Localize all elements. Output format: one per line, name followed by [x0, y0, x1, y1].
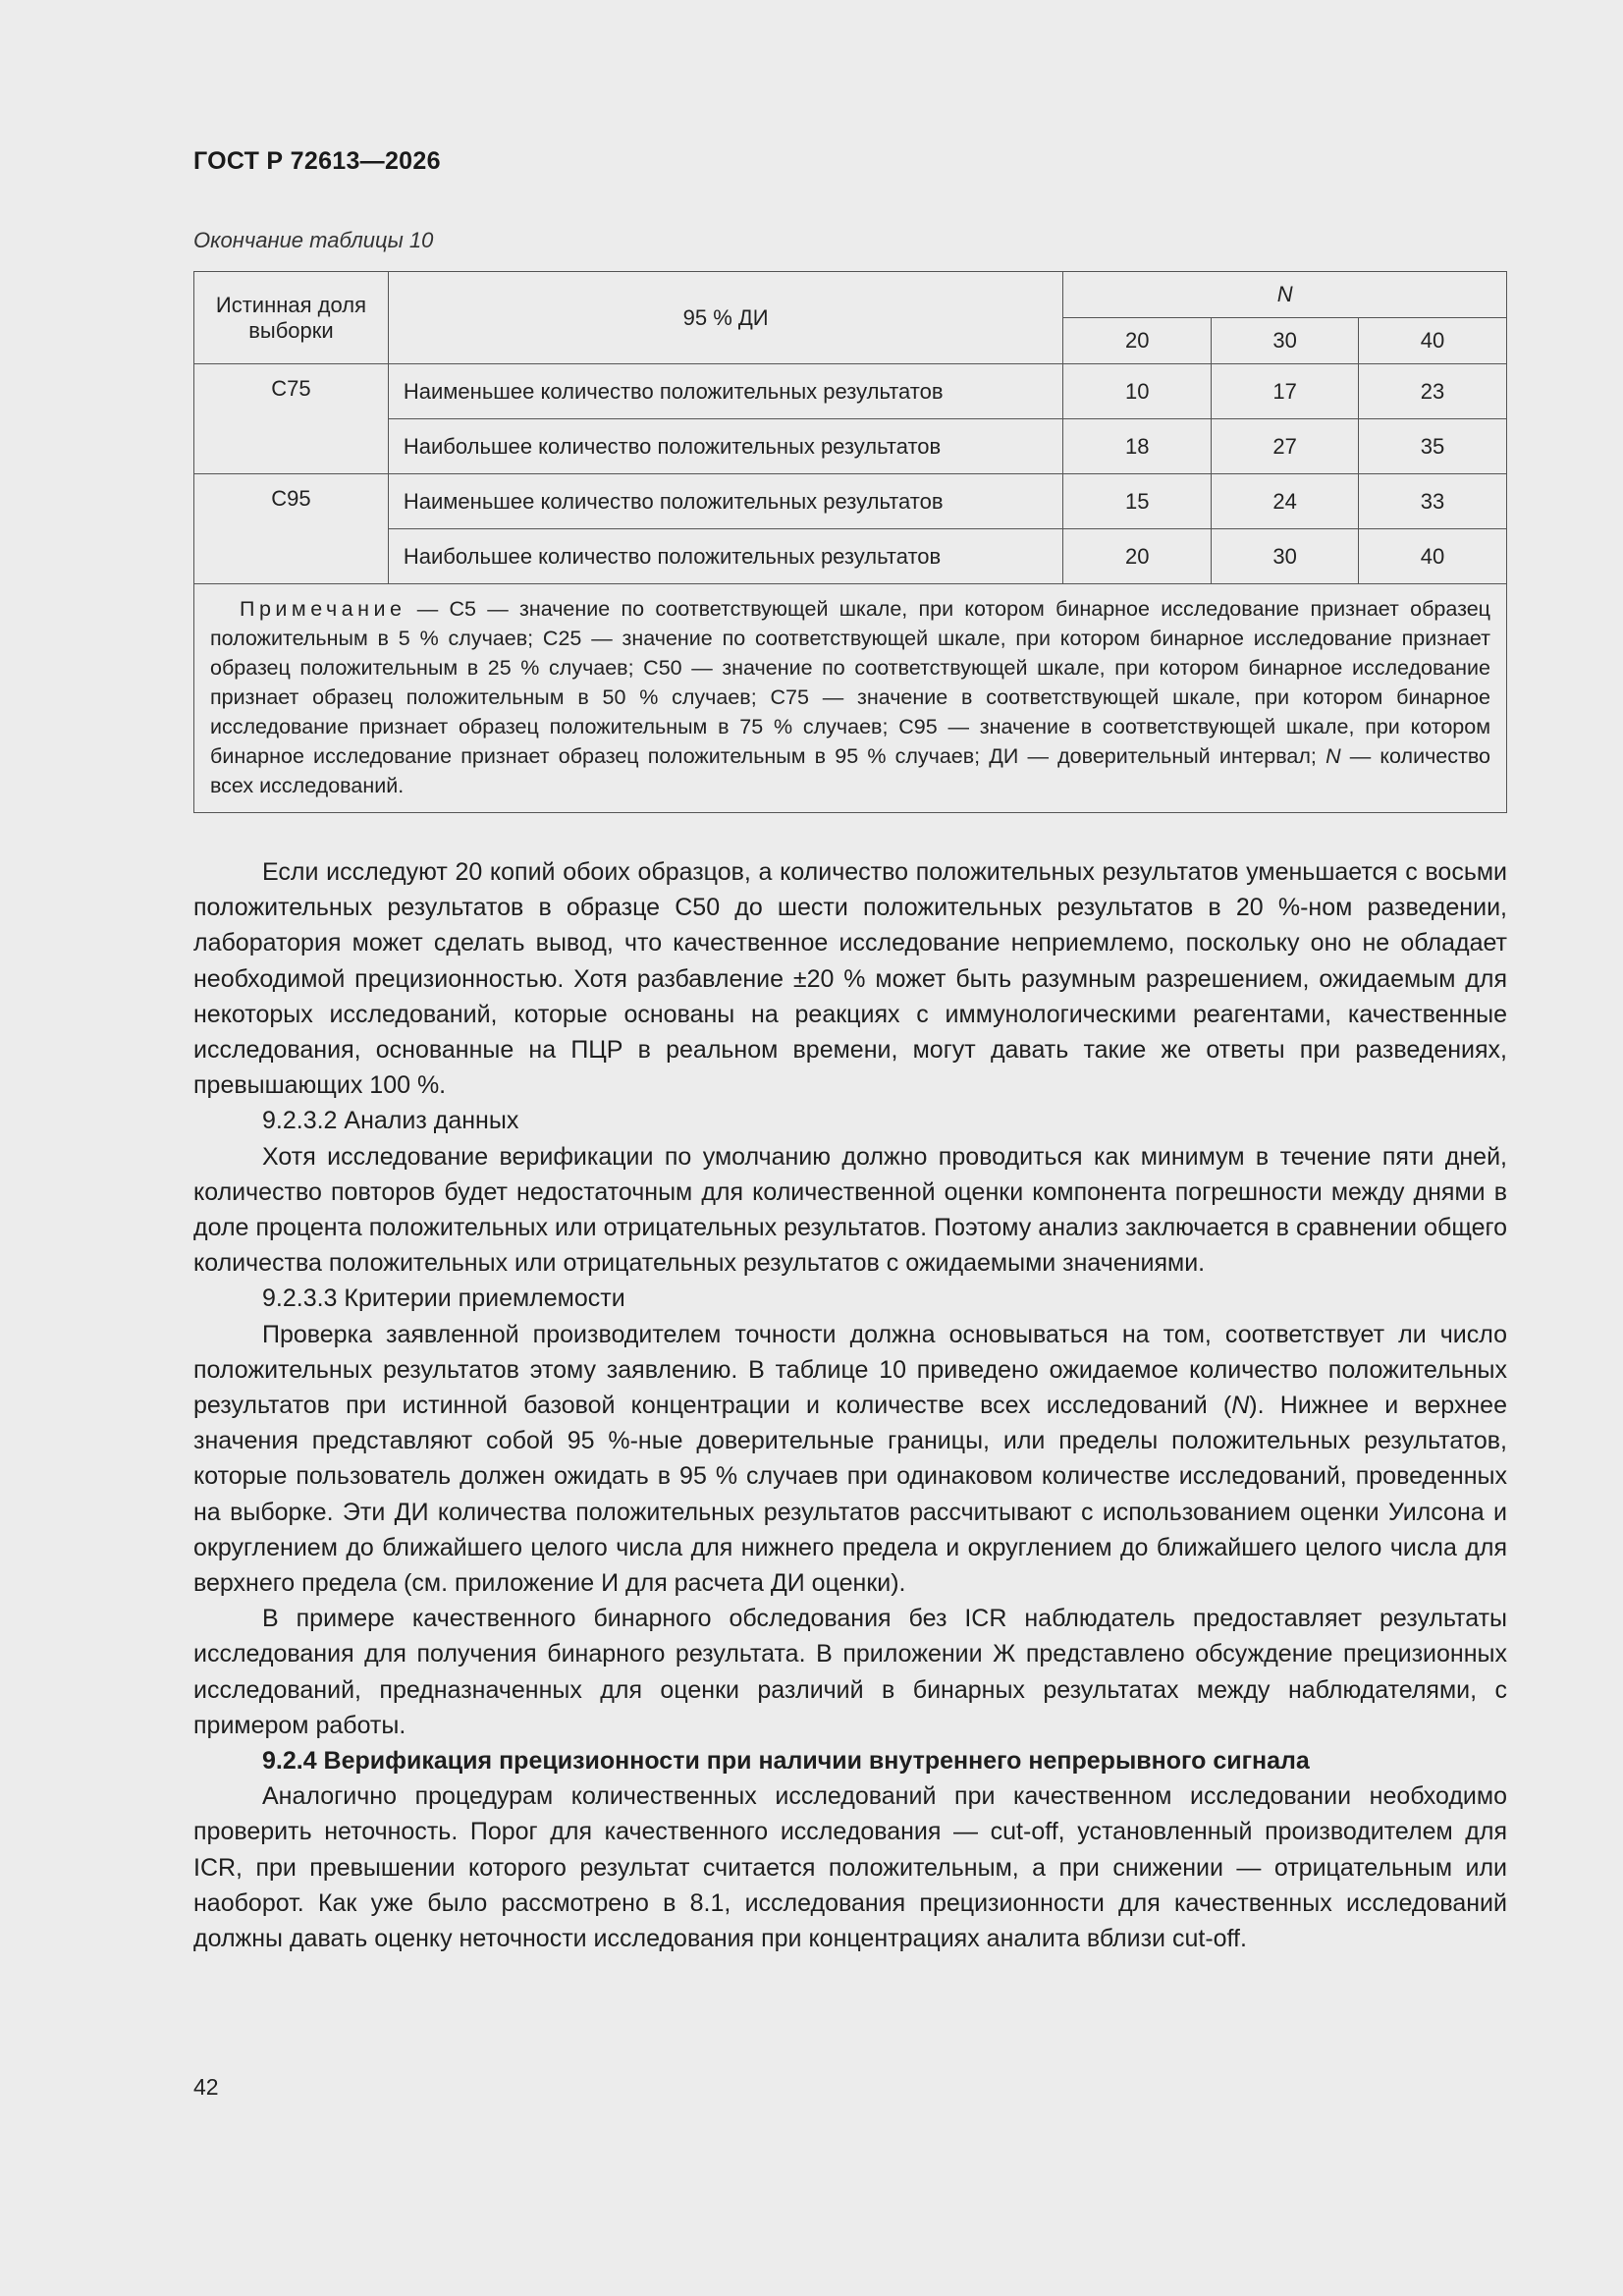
page-number: 42	[193, 2074, 219, 2100]
paragraph-n: N	[1231, 1392, 1250, 1420]
standard-code-header: ГОСТ Р 72613—2026	[193, 147, 441, 175]
paragraph: Если исследуют 20 копий обоих образцов, а количество положительных результатов уменьшается с восьми положительных результатов в образце C50 до шести положительных результатов в 20 %-ном разведении, лаборатория может сделать вывод, что качественное исследование неприемлемо, поскольку оно не обладает необходимой прецизионностью. Хотя разбавление ±20 % может быть разумным разрешением, ожидаемым для некоторых исследований, которые основаны на реакциях с иммунологическими реагентами, качественные исследования, основанные на ПЦР в реальном времени, могут давать такие же ответы при разведениях, превышающих 100 %.	[193, 858, 1507, 1100]
table-caption: Окончание таблицы 10	[193, 228, 434, 252]
value-cell: 10	[1063, 364, 1212, 419]
category-cell: C75	[194, 364, 389, 474]
col-header-n: N	[1063, 272, 1507, 318]
col-header-ci: 95 % ДИ	[388, 272, 1062, 364]
value-cell: 23	[1359, 364, 1507, 419]
section-heading-9-2-4: 9.2.4 Верификация прецизионности при наличии внутреннего непрерывного сигнала	[262, 1747, 1310, 1776]
note-n: N	[1325, 744, 1341, 768]
category-cell: C95	[194, 474, 389, 584]
paragraph: В примере качественного бинарного обследования без ICR наблюдатель предоставляет результаты исследования для получения бинарного результата. В приложении Ж представлено обсуждение прецизионных исследований, предназначенных для оценки различий в бинарных результатах между наблюдателями, с примером работы.	[193, 1605, 1507, 1739]
paragraph	[193, 1317, 1507, 1602]
table-row	[194, 419, 1507, 474]
col-header-n-30: 30	[1212, 318, 1359, 364]
note-label: Примечание	[240, 597, 406, 621]
row-label: Наименьшее количество положительных результатов	[388, 364, 1062, 419]
paragraph: Аналогично процедурам количественных исследований при качественном исследовании необходимо проверить неточность. Порог для качественного исследования — cut-off, установленный производителем для ICR, при превышении которого результат считается положительным, а при снижении — отрицательным или наоборот. Как уже было рассмотрено в 8.1, исследования прецизионности для качественных исследований должны давать оценку неточности исследования при концентрациях аналита вблизи cut-off.	[193, 1782, 1507, 1953]
value-cell: 15	[1063, 474, 1212, 529]
table-note	[194, 584, 1507, 813]
row-label: Наибольшее количество положительных результатов	[388, 419, 1062, 474]
section-heading-9-2-3-3: 9.2.3.3 Критерии приемлемости	[262, 1285, 625, 1313]
col-header-true-share: Истинная доля выборки	[194, 272, 389, 364]
paragraph: Хотя исследование верификации по умолчанию должно проводиться как минимум в течение пяти дней, количество повторов будет недостаточным для количественной оценки компонента погрешности между днями в доле процента положительных или отрицательных результатов. Поэтому анализ заключается в сравнении общего количества положительных или отрицательных результатов с ожидаемыми значениями.	[193, 1142, 1507, 1278]
paragraph-part: Проверка заявленной производителем точности должна основываться на том, соответствует ли число положительных результатов этому заявлению. В таблице 10 приведено ожидаемое количество положительных результатов при истинной базовой концентрации и количестве всех исследований (	[193, 1320, 1507, 1420]
results-table	[193, 271, 1507, 813]
col-header-n-40: 40	[1359, 318, 1507, 364]
col-header-n-20: 20	[1063, 318, 1212, 364]
value-cell: 17	[1212, 364, 1359, 419]
note-text: — C5 — значение по соответствующей шкале, при котором бинарное исследование признает образец положительным в 5 % случаев; C25 — значение по соответствующей шкале, при котором бинарное исследование признает образец положительным в 25 % случаев; C50 — значение по соответствующей шкале, при котором бинарное исследование признает образец положительным в 50 % случаев; C75 — значение в соответствующей шкале, при котором бинарное исследование признает образец положительным в 75 % случаев; C95 — значение в соответствующей шкале, при котором бинарное исследование признает образец положительным в 95 % случаев; ДИ — доверительный интервал;	[210, 597, 1490, 768]
value-cell: 18	[1063, 419, 1212, 474]
paragraph-part: ). Нижнее и верхнее значения представляют собой 95 %-ные доверительные границы, или пределы положительных результатов, которые пользователь должен ожидать в 95 % случаев при одинаковом количестве исследований, проведенных на выборке. Эти ДИ количества положительных результатов рассчитывают с использованием оценки Уилсона и округлением до ближайшего целого числа для нижнего предела и округлением до ближайшего целого числа для верхнего предела (см. приложение И для расчета ДИ оценки).	[193, 1392, 1507, 1598]
value-cell: 30	[1212, 529, 1359, 584]
row-label: Наибольшее количество положительных результатов	[388, 529, 1062, 584]
row-label: Наименьшее количество положительных результатов	[388, 474, 1062, 529]
table-note-row	[194, 584, 1507, 813]
note-tail: — количество всех исследований.	[210, 744, 1490, 797]
table-row	[194, 474, 1507, 529]
value-cell: 24	[1212, 474, 1359, 529]
table-row	[194, 364, 1507, 419]
value-cell: 20	[1063, 529, 1212, 584]
value-cell: 35	[1359, 419, 1507, 474]
body-text	[193, 854, 1507, 1956]
value-cell: 40	[1359, 529, 1507, 584]
section-heading-9-2-3-2: 9.2.3.2 Анализ данных	[262, 1107, 519, 1135]
value-cell: 27	[1212, 419, 1359, 474]
value-cell: 33	[1359, 474, 1507, 529]
table-row	[194, 529, 1507, 584]
